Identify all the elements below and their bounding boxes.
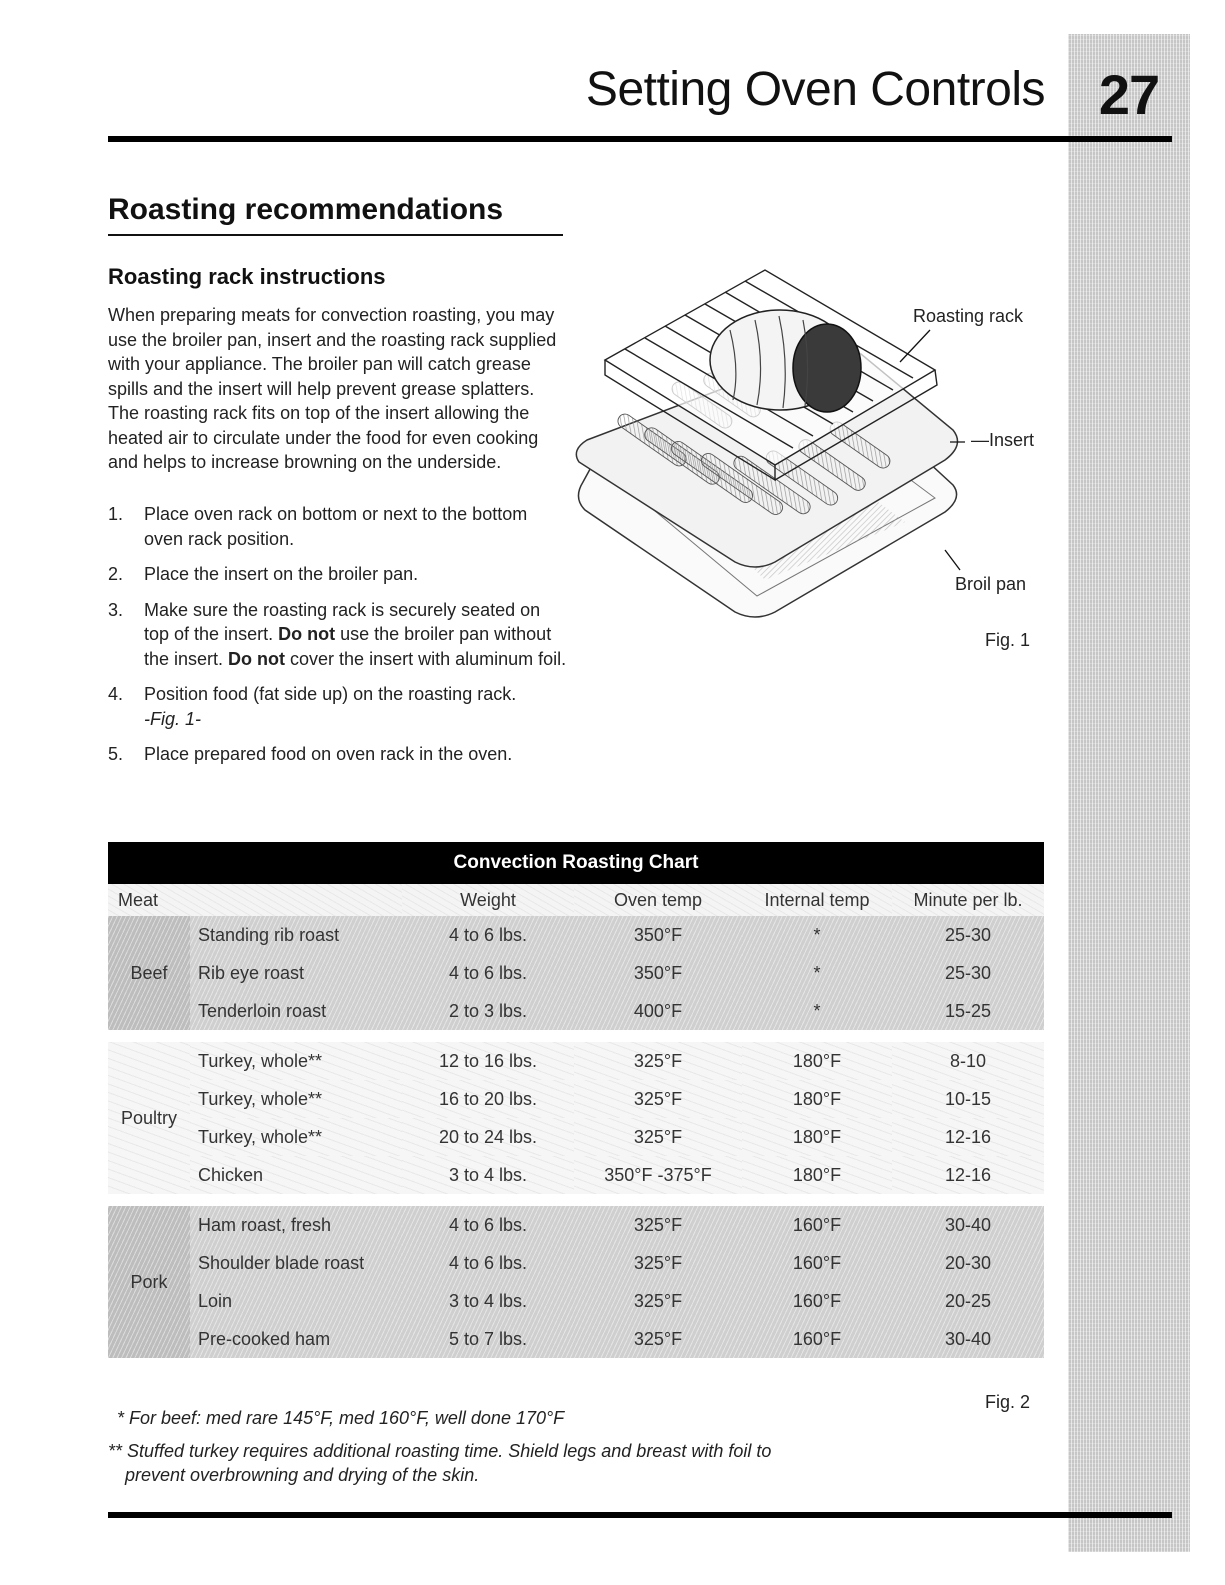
minutes-cell: 30-40 — [892, 1206, 1044, 1244]
table-row — [108, 1156, 1044, 1194]
food-cell: Shoulder blade roast — [190, 1244, 402, 1282]
weight-cell: 4 to 6 lbs. — [402, 1206, 574, 1244]
page-header-title: Setting Oven Controls — [585, 63, 1045, 116]
step-number: 2. — [108, 564, 124, 584]
step-item — [108, 682, 568, 731]
section-title-underline — [108, 234, 563, 236]
table-row — [108, 1118, 1044, 1156]
food-cell: Turkey, whole** — [190, 1080, 402, 1118]
subsection-title: Roasting rack instructions — [108, 264, 386, 289]
food-cell: Turkey, whole** — [190, 1042, 402, 1080]
food-cell: Pre-cooked ham — [190, 1320, 402, 1358]
table-row — [108, 1080, 1044, 1118]
step-number: 3. — [108, 599, 124, 620]
convection-roasting-chart — [108, 842, 1044, 1358]
chart-title: Convection Roasting Chart — [108, 842, 1044, 884]
food-cell: Tenderloin roast — [190, 992, 402, 1030]
oven-temp-cell: 325°F — [574, 1282, 742, 1320]
table-row — [108, 954, 1044, 992]
weight-cell: 12 to 16 lbs. — [402, 1042, 574, 1080]
internal-temp-cell: * — [742, 992, 892, 1030]
step-text: use the broiler pan without the insert. — [144, 624, 552, 669]
oven-temp-cell: 325°F — [574, 1042, 742, 1080]
footnote-turkey-line1: ** Stuffed turkey requires additional roasting time. Shield legs and breast with foil to — [108, 1441, 772, 1461]
section-title: Roasting recommendations — [108, 193, 504, 226]
table-row — [108, 1282, 1044, 1320]
internal-temp-cell: 160°F — [742, 1206, 892, 1244]
warning-bold: Do not — [228, 648, 286, 669]
minutes-cell: 10-15 — [892, 1080, 1044, 1118]
col-header-meat: Meat — [108, 884, 402, 916]
figure-reference: -Fig. 1- — [144, 708, 202, 729]
step-number: 5. — [108, 744, 124, 764]
header-rule — [108, 136, 1172, 142]
internal-temp-cell: * — [742, 916, 892, 954]
internal-temp-cell: * — [742, 954, 892, 992]
figure-1-caption: Fig. 1 — [985, 630, 1031, 650]
food-cell: Standing rib roast — [190, 916, 402, 954]
meat-category: Beef — [108, 916, 190, 1030]
col-header-oven-temp: Oven temp — [574, 884, 742, 916]
group-pork — [108, 1206, 1044, 1358]
food-cell: Ham roast, fresh — [190, 1206, 402, 1244]
group-spacer — [108, 1030, 1044, 1042]
weight-cell: 2 to 3 lbs. — [402, 992, 574, 1030]
table-row — [108, 1206, 1044, 1244]
step-text: Place oven rack on bottom or next to the bottom oven rack position. — [144, 504, 528, 549]
weight-cell: 4 to 6 lbs. — [402, 1244, 574, 1282]
minutes-cell: 12-16 — [892, 1156, 1044, 1194]
minutes-cell: 30-40 — [892, 1320, 1044, 1358]
oven-temp-cell: 325°F — [574, 1118, 742, 1156]
label-roasting-rack: Roasting rack — [913, 306, 1024, 326]
food-cell: Rib eye roast — [190, 954, 402, 992]
minutes-cell: 20-25 — [892, 1282, 1044, 1320]
col-header-internal-temp: Internal temp — [742, 884, 892, 916]
oven-temp-cell: 400°F — [574, 992, 742, 1030]
step-number: 4. — [108, 684, 124, 704]
step-item — [108, 562, 568, 587]
oven-temp-cell: 325°F — [574, 1244, 742, 1282]
step-text: cover the insert with aluminum foil. — [285, 648, 567, 669]
step-item — [108, 742, 568, 767]
internal-temp-cell: 180°F — [742, 1118, 892, 1156]
food-cell: Loin — [190, 1282, 402, 1320]
internal-temp-cell: 180°F — [742, 1080, 892, 1118]
weight-cell: 4 to 6 lbs. — [402, 916, 574, 954]
instruction-steps — [108, 502, 568, 778]
weight-cell: 20 to 24 lbs. — [402, 1118, 574, 1156]
figure-2-caption: Fig. 2 — [985, 1392, 1031, 1412]
minutes-cell: 12-16 — [892, 1118, 1044, 1156]
page-number: 27 — [1098, 63, 1160, 126]
internal-temp-cell: 180°F — [742, 1156, 892, 1194]
col-header-weight: Weight — [402, 884, 574, 916]
internal-temp-cell: 160°F — [742, 1244, 892, 1282]
step-text: Place prepared food on oven rack in the oven. — [144, 744, 513, 764]
oven-temp-cell: 350°F — [574, 916, 742, 954]
step-text: Place the insert on the broiler pan. — [144, 564, 419, 584]
weight-cell: 16 to 20 lbs. — [402, 1080, 574, 1118]
minutes-cell: 8-10 — [892, 1042, 1044, 1080]
group-poultry — [108, 1042, 1044, 1194]
warning-bold: Do not — [278, 624, 336, 644]
step-text: Position food (fat side up) on the roasting rack. — [144, 684, 517, 704]
weight-cell: 4 to 6 lbs. — [402, 954, 574, 992]
table-row — [108, 1042, 1044, 1080]
intro-paragraph: When preparing meats for convection roasting, you may use the broiler pan, insert and the roasting rack supplied with your appliance. The broiler pan will catch grease spills and the insert will help prevent grease splatters. The roasting rack fits on top of the insert allowing the heated air to circulate under the food for even cooking and helps to increase browning on the underside. — [108, 305, 557, 472]
col-header-minutes-per-lb: Minute per lb. — [892, 884, 1044, 916]
label-insert: —Insert — [971, 430, 1035, 450]
footer-rule — [108, 1512, 1172, 1518]
side-stripe — [1068, 34, 1190, 1552]
pan-leader-line — [945, 550, 960, 570]
roasting-assembly-illustration — [565, 250, 965, 630]
minutes-cell: 25-30 — [892, 954, 1044, 992]
table-row — [108, 1244, 1044, 1282]
minutes-cell: 25-30 — [892, 916, 1044, 954]
oven-temp-cell: 325°F — [574, 1206, 742, 1244]
weight-cell: 3 to 4 lbs. — [402, 1156, 574, 1194]
chart-column-headers — [108, 884, 1044, 916]
meat-category: Pork — [108, 1206, 190, 1358]
table-row — [108, 1320, 1044, 1358]
figure-roasting-assembly — [565, 250, 1055, 670]
weight-cell: 5 to 7 lbs. — [402, 1320, 574, 1358]
minutes-cell: 20-30 — [892, 1244, 1044, 1282]
oven-temp-cell: 325°F — [574, 1080, 742, 1118]
internal-temp-cell: 160°F — [742, 1282, 892, 1320]
footnote-beef: * For beef: med rare 145°F, med 160°F, well done 170°F — [117, 1408, 565, 1428]
step-text: Make sure the roasting rack is securely seated on top of the insert. — [144, 599, 541, 644]
oven-temp-cell: 325°F — [574, 1320, 742, 1358]
group-beef — [108, 916, 1044, 1030]
step-item — [108, 502, 568, 551]
weight-cell: 3 to 4 lbs. — [402, 1282, 574, 1320]
food-cell: Turkey, whole** — [190, 1118, 402, 1156]
group-spacer — [108, 1194, 1044, 1206]
oven-temp-cell: 350°F — [574, 954, 742, 992]
step-item — [108, 598, 568, 672]
meat-category: Poultry — [108, 1042, 190, 1194]
footnote-turkey-line2: prevent overbrowning and drying of the skin. — [125, 1465, 480, 1485]
step-number: 1. — [108, 504, 124, 524]
internal-temp-cell: 160°F — [742, 1320, 892, 1358]
food-cell: Chicken — [190, 1156, 402, 1194]
minutes-cell: 15-25 — [892, 992, 1044, 1030]
rack-leader-line — [900, 330, 930, 362]
internal-temp-cell: 180°F — [742, 1042, 892, 1080]
table-row — [108, 916, 1044, 954]
table-row — [108, 992, 1044, 1030]
label-broil-pan: Broil pan — [955, 574, 1027, 594]
oven-temp-cell: 350°F -375°F — [574, 1156, 742, 1194]
